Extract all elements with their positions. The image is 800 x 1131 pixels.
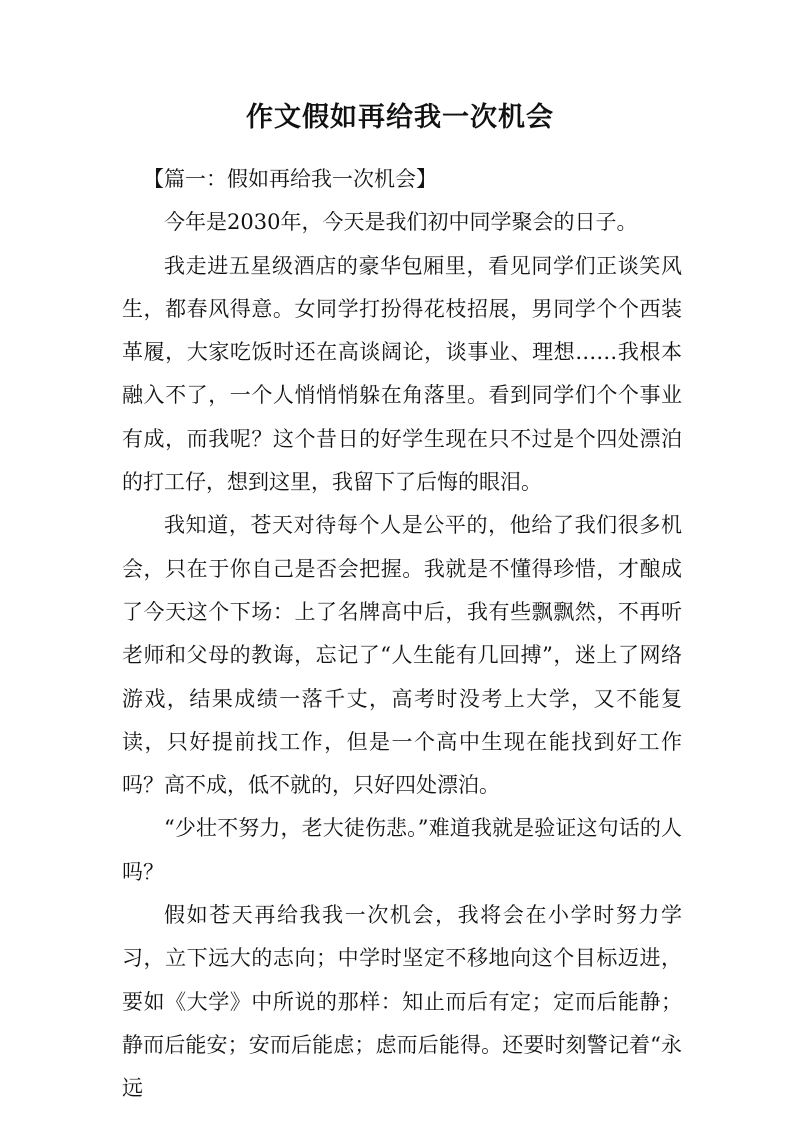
paragraph: “少壮不努力，老大徒伤悲。”难道我就是验证这句话的人吗？ <box>122 816 682 884</box>
paragraph: 我知道，苍天对待每个人是公平的，他给了我们很多机会，只在于你自己是否会把握。我就是不懂得珍惜，才酿成了今天这个下场：上了名牌高中后，我有些飘飘然，不再听老师和父母的教诲，忘记了“人生能有几回搏”，迷上了网络游戏，结果成绩一落千丈，高考时没考上大学，又不能复读，只好提前找工作，但是一个高中生现在能找到好工作吗？高不成，低不就的，只好四处漂泊。 <box>122 513 682 798</box>
document-title: 作文假如再给我一次机会 <box>246 102 554 133</box>
paragraph: 今年是2030年，今天是我们初中同学聚会的日子。 <box>164 210 638 235</box>
paragraph: 我走进五星级酒店的豪华包厢里，看见同学们正谈笑风生，都春风得意。女同学打扮得花枝招展，男同学个个西装革履，大家吃饭时还在高谈阔论，谈事业、理想……我根本融入不了，一个人悄悄悄躲在角落里。看到同学们个个事业有成，而我呢？这个昔日的好学生现在只不过是个四处漂泊的打工仔，想到这里，我留下了后悔的眼泪。 <box>122 253 682 495</box>
document-body <box>122 158 682 1111</box>
section-heading: 【篇一：假如再给我一次机会】 <box>143 167 437 191</box>
paragraph: 假如苍天再给我我一次机会，我将会在小学时努力学习，立下远大的志向；中学时坚定不移地向这个目标迈进，要如《大学》中所说的那样：知止而后有定；定而后能静；静而后能安；安而后能虑；虑而后能得。还要时刻警记着“永远 <box>122 903 682 1101</box>
